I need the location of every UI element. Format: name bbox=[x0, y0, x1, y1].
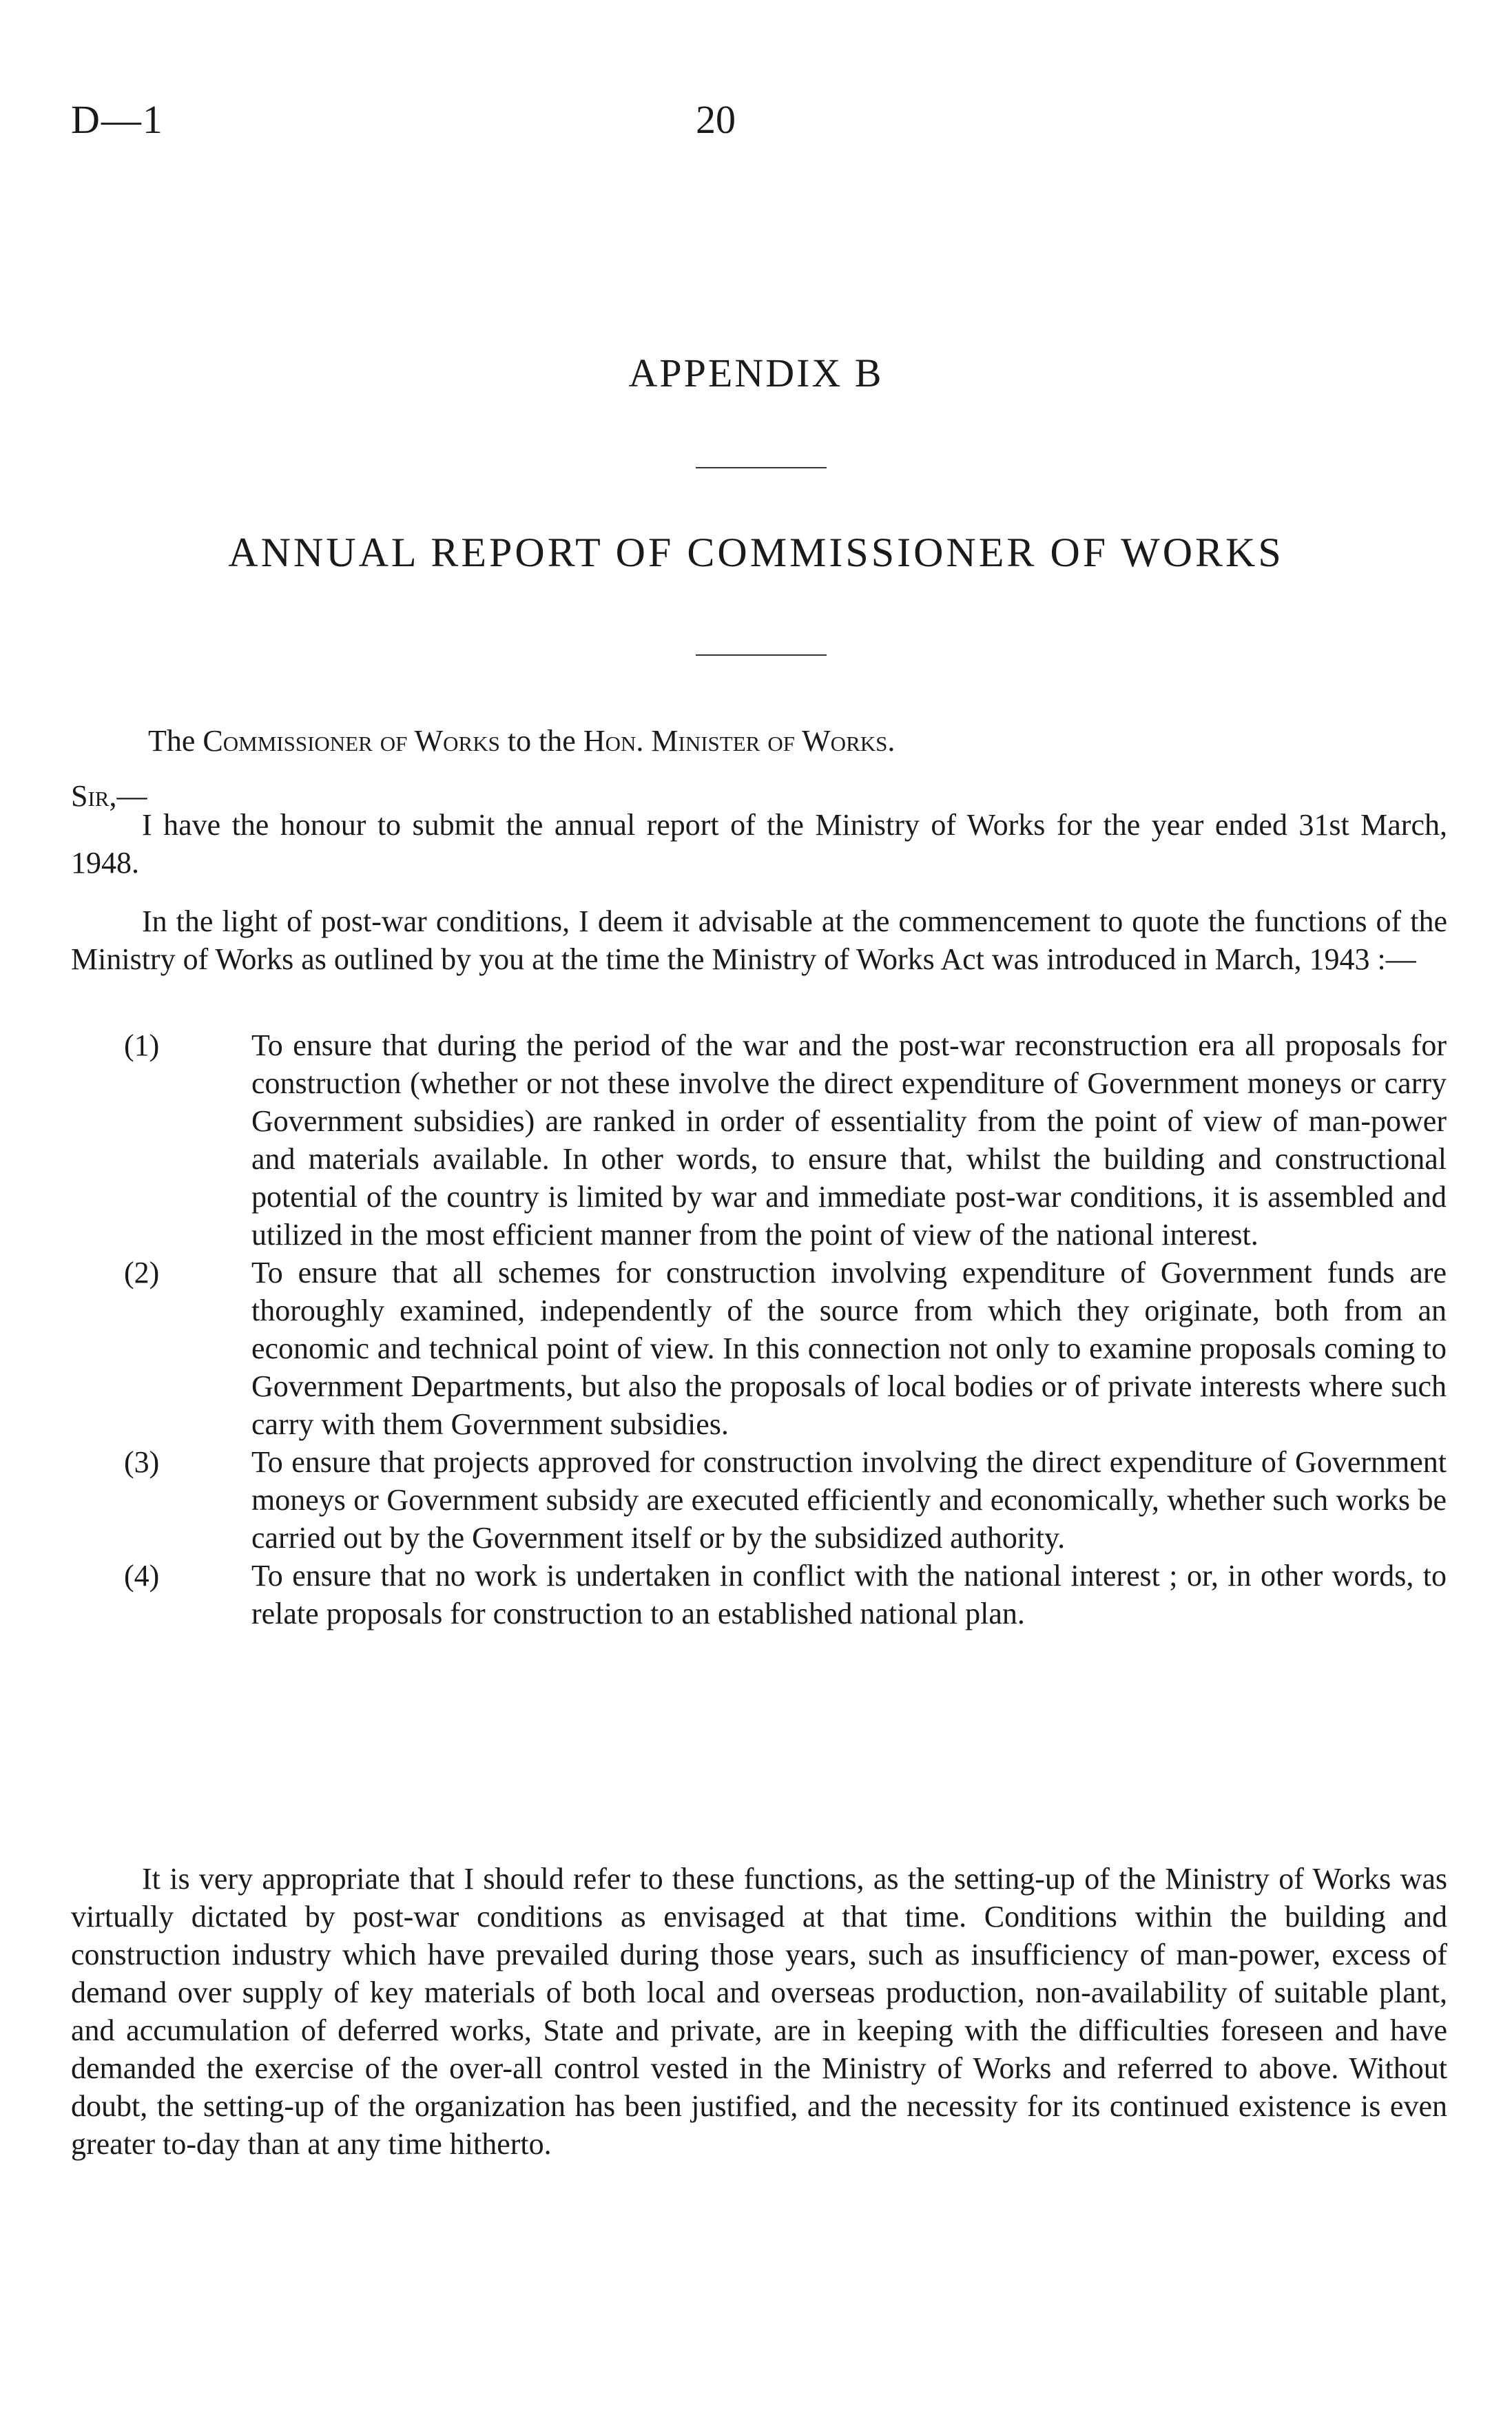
list-item-text: To ensure that projects approved for construction involving the direct expenditure of Government moneys or Government subsidy are executed efficiently and economically, whether such works be carried out by the Government itself or by the subsidized authority. bbox=[251, 1445, 1447, 1555]
list-item-text: To ensure that during the period of the war and the post-war reconstruction era all proposals for construction (whether or not these involve the direct expenditure of Government moneys or carry Government subsidies) are ranked in order of essentiality from the point of view of man-power and materials available. In other words, to ensure that, whilst the building and constructional potential of the country is limited by war and immediate post-war conditions, it is assembled and utilized in the most efficient manner from the point of view of the national interest. bbox=[251, 1028, 1447, 1252]
list-item bbox=[124, 1254, 1447, 1443]
divider-rule bbox=[696, 654, 827, 656]
page-number: 20 bbox=[696, 97, 736, 142]
document-reference: D—1 bbox=[71, 97, 164, 142]
list-item-number: (3) bbox=[124, 1445, 160, 1479]
paragraph-intro: I have the honour to submit the annual report of the Ministry of Works for the year ended 31st March, 1948. bbox=[71, 808, 1447, 880]
appendix-title: APPENDIX B bbox=[628, 351, 884, 395]
addressee-prefix: The bbox=[148, 724, 203, 758]
functions-list bbox=[124, 1026, 1447, 1633]
list-item bbox=[124, 1443, 1447, 1557]
paragraph-conclusion: It is very appropriate that I should refer to these functions, as the setting-up of the Ministry of Works was virtually dictated by post-war conditions as envisaged at that time. Conditions within the building and construction industry which have prevailed during those years, such as insufficiency of man-power, excess of demand over supply of key materials of both local and overseas production, non-availability of suitable plant, and accumulation of deferred works, State and private, are in keeping with the difficulties foreseen and have demanded the exercise of the over-all control vested in the Ministry of Works and referred to above. Without doubt, the setting-up of the organization has been justified, and the necessity for its continued existence is even greater to-day than at any time hitherto. bbox=[71, 1862, 1447, 2161]
list-item-text: To ensure that no work is undertaken in conflict with the national interest ; or, in other words, to relate proposals for construction to an established national plan. bbox=[251, 1559, 1447, 1630]
addressee-middle: to the bbox=[499, 724, 583, 758]
list-item bbox=[124, 1026, 1447, 1254]
list-item-number: (1) bbox=[124, 1028, 160, 1062]
salutation: Sir,— bbox=[71, 779, 147, 813]
report-title: ANNUAL REPORT OF COMMISSIONER OF WORKS bbox=[228, 530, 1284, 575]
addressee-to: Hon. Minister of Works. bbox=[583, 724, 895, 758]
paragraph-functions-intro: In the light of post-war conditions, I deem it advisable at the commencement to quote the functions of the Ministry of Works as outlined by you at the time the Ministry of Works Act was introduced in March, 1943 :— bbox=[71, 904, 1447, 976]
list-item-text: To ensure that all schemes for construction involving expenditure of Government funds are thoroughly examined, independently of the source from which they originate, both from an economic and technical point of view. In this connection not only to examine proposals coming to Government Departments, but also the proposals of local bodies or of private interests where such carry with them Government subsidies. bbox=[251, 1256, 1447, 1441]
addressee-from: Commissioner of Works bbox=[203, 724, 500, 758]
list-item bbox=[124, 1557, 1447, 1633]
list-item-number: (2) bbox=[124, 1256, 160, 1289]
addressee-line bbox=[148, 723, 895, 758]
divider-rule bbox=[696, 467, 827, 468]
list-item-number: (4) bbox=[124, 1559, 160, 1593]
